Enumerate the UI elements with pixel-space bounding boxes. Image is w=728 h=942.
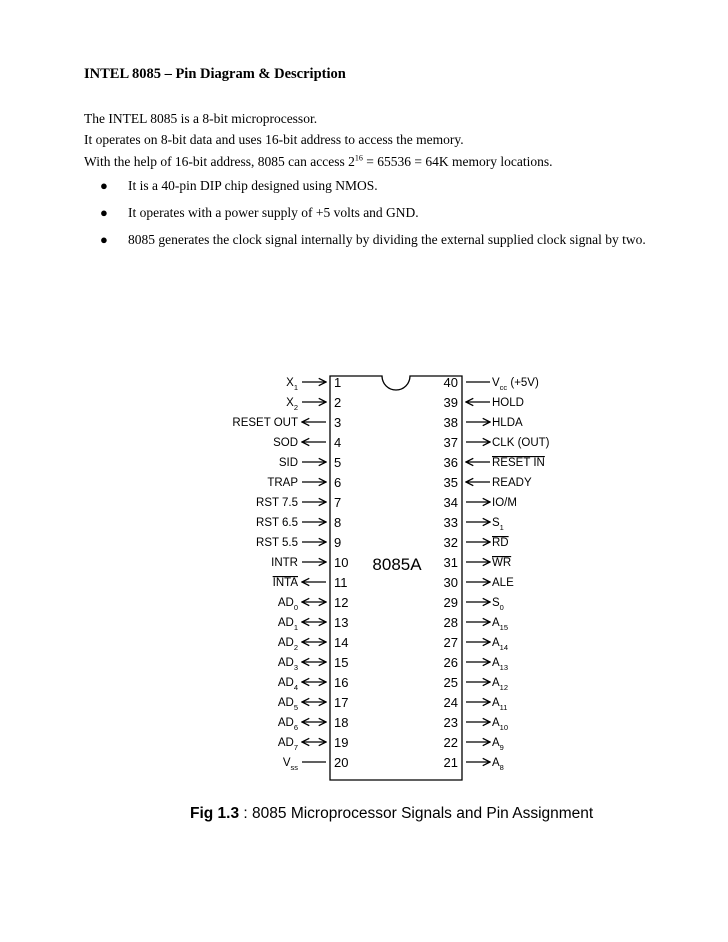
pin-number-37: 37 <box>443 435 458 450</box>
pin-number-23: 23 <box>443 715 458 730</box>
pin-number-19: 19 <box>334 735 349 750</box>
pin-label-left-14: $AD_2$ <box>277 637 298 652</box>
pin-label-left-18: $AD_6$ <box>277 717 298 732</box>
pin-number-8: 8 <box>334 515 342 530</box>
pin-subscript: 12 <box>499 683 509 692</box>
pin-label-right-35: READY <box>492 477 532 489</box>
pin-number-33: 33 <box>443 515 458 530</box>
pin-number-31: 31 <box>443 555 458 570</box>
pin-number-10: 10 <box>334 555 349 570</box>
pin-subscript: 5 <box>293 703 298 712</box>
pin-number-1: 1 <box>334 375 342 390</box>
pin-number-7: 7 <box>334 495 342 510</box>
pin-subscript: 0 <box>293 603 298 612</box>
pin-number-6: 6 <box>334 475 342 490</box>
pin-label-left-7: RST 7.5 <box>256 497 298 509</box>
bullet-item <box>84 178 664 193</box>
pin-number-20: 20 <box>334 755 349 770</box>
intro-line-3-rest: = 65536 = 64K memory locations. <box>362 154 553 169</box>
pin-label-right-40: $V_{cc}$ (+5V) <box>492 377 539 392</box>
pin-label-right-37: CLK (OUT) <box>492 437 550 449</box>
pin-number-21: 21 <box>443 755 458 770</box>
pin-label-right-27: $A_{14}$ <box>492 637 509 652</box>
pin-label-left-9: RST 5.5 <box>256 537 298 549</box>
pin-number-29: 29 <box>443 595 458 610</box>
pin-number-28: 28 <box>443 615 458 630</box>
pin-number-36: 36 <box>443 455 458 470</box>
pin-label-right-32: RD <box>492 537 509 549</box>
pin-subscript: ss <box>290 763 298 772</box>
pin-label-right-29: $S_0$ <box>492 597 504 612</box>
pin-subscript: 1 <box>293 383 298 392</box>
pin-subscript: 10 <box>499 723 509 732</box>
bullet-text: 8085 generates the clock signal internally by dividing the external supplied clock signal by two. <box>128 232 646 247</box>
pin-number-17: 17 <box>334 695 349 710</box>
pin-label-left-17: $AD_5$ <box>277 697 298 712</box>
pin-label-left-20: $V_{ss}$ <box>282 757 298 772</box>
pin-label-right-21: $A_8$ <box>492 757 504 772</box>
bullet-text: It is a 40-pin DIP chip designed using NMOS. <box>128 178 378 193</box>
page-title: INTEL 8085 – Pin Diagram & Description <box>84 66 346 82</box>
pin-label-left-1: $X_1$ <box>286 377 298 392</box>
exponent: 16 <box>354 153 363 163</box>
pin-label-left-6: TRAP <box>267 477 298 489</box>
pin-subscript: 1 <box>499 523 504 532</box>
pin-label-left-2: $X_2$ <box>286 397 298 412</box>
pin-label-right-39: HOLD <box>492 397 524 409</box>
pin-label-left-12: $AD_0$ <box>277 597 298 612</box>
pin-number-34: 34 <box>443 495 458 510</box>
pin-suffix: (+5V) <box>507 377 539 389</box>
pin-subscript: 7 <box>293 743 298 752</box>
pin-subscript: 6 <box>293 723 298 732</box>
pin-subscript: 1 <box>293 623 298 632</box>
pin-number-27: 27 <box>443 635 458 650</box>
pin-label-left-16: $AD_4$ <box>277 677 298 692</box>
pin-label-right-26: $A_{13}$ <box>492 657 509 672</box>
bullet-text: It operates with a power supply of +5 volts and GND. <box>128 205 419 220</box>
pin-number-40: 40 <box>443 375 458 390</box>
pin-subscript: 13 <box>499 663 509 672</box>
bullet-list <box>84 178 664 259</box>
pin-number-2: 2 <box>334 395 342 410</box>
pin-subscript: 3 <box>293 663 298 672</box>
pin-number-3: 3 <box>334 415 342 430</box>
pin-number-26: 26 <box>443 655 458 670</box>
chip-name: 8085A <box>372 555 422 574</box>
pin-number-30: 30 <box>443 575 458 590</box>
pin-number-22: 22 <box>443 735 458 750</box>
pin-label-right-34: IO/M <box>492 497 517 509</box>
bullet-dot-icon: ● <box>100 232 108 247</box>
pin-label-left-10: INTR <box>271 557 298 569</box>
bullet-dot-icon: ● <box>100 178 108 193</box>
figure-caption <box>190 805 593 823</box>
pin-number-25: 25 <box>443 675 458 690</box>
bullet-dot-icon: ● <box>100 205 108 220</box>
pin-label-left-19: $AD_7$ <box>277 737 298 752</box>
pin-subscript: 2 <box>293 643 298 652</box>
pin-subscript: 9 <box>499 743 504 752</box>
pin-number-13: 13 <box>334 615 349 630</box>
pin-label-right-25: $A_{12}$ <box>492 677 509 692</box>
pin-label-right-28: $A_{15}$ <box>492 617 509 632</box>
pin-label-left-3: RESET OUT <box>232 417 298 429</box>
pin-number-15: 15 <box>334 655 349 670</box>
pin-label-right-33: $S_1$ <box>492 517 504 532</box>
pin-number-14: 14 <box>334 635 349 650</box>
pin-number-38: 38 <box>443 415 458 430</box>
bullet-item <box>84 232 664 247</box>
pin-number-11: 11 <box>334 575 348 590</box>
pin-number-9: 9 <box>334 535 342 550</box>
pin-diagram <box>0 340 728 840</box>
figure-number: Fig 1.3 <box>190 805 240 822</box>
pin-number-16: 16 <box>334 675 349 690</box>
pin-subscript: 11 <box>499 703 508 712</box>
intro-line-3 <box>84 154 552 170</box>
pin-label-right-22: $A_9$ <box>492 737 504 752</box>
pin-label-left-13: $AD_1$ <box>277 617 298 632</box>
pin-number-32: 32 <box>443 535 458 550</box>
pin-subscript: 8 <box>499 763 504 772</box>
pin-number-5: 5 <box>334 455 342 470</box>
pin-subscript: 2 <box>293 403 298 412</box>
pin-label-right-24: $A_{11}$ <box>492 697 508 712</box>
pin-label-left-8: RST 6.5 <box>256 517 298 529</box>
bullet-item <box>84 205 664 220</box>
pin-label-right-31: WR <box>492 557 512 569</box>
pin-subscript: 4 <box>293 683 298 692</box>
pin-label-right-36: RESET IN <box>492 457 545 469</box>
pin-label-right-30: ALE <box>492 577 514 589</box>
pin-label-left-15: $AD_3$ <box>277 657 298 672</box>
intro-line-3-text: With the help of 16-bit address, 8085 can access 2 <box>84 154 355 169</box>
pin-number-4: 4 <box>334 435 342 450</box>
pin-subscript: 14 <box>499 643 509 652</box>
pin-number-12: 12 <box>334 595 349 610</box>
figure-caption-text: : 8085 Microprocessor Signals and Pin Assignment <box>239 805 594 822</box>
pin-number-24: 24 <box>443 695 458 710</box>
pin-label-left-4: SOD <box>273 437 298 449</box>
pin-number-39: 39 <box>443 395 458 410</box>
pin-label-left-11: INTA <box>272 577 298 589</box>
chip-body <box>330 376 462 780</box>
intro-line-2: It operates on 8-bit data and uses 16-bit address to access the memory. <box>84 132 464 147</box>
pin-number-35: 35 <box>443 475 458 490</box>
pin-label-left-5: SID <box>278 457 298 469</box>
pin-subscript: 0 <box>499 603 504 612</box>
pin-label-right-38: HLDA <box>492 417 523 429</box>
pin-subscript: cc <box>499 383 508 392</box>
pin-label-right-23: $A_{10}$ <box>492 717 509 732</box>
pin-number-18: 18 <box>334 715 349 730</box>
intro-line-1: The INTEL 8085 is a 8-bit microprocessor. <box>84 111 318 126</box>
pin-subscript: 15 <box>499 623 509 632</box>
